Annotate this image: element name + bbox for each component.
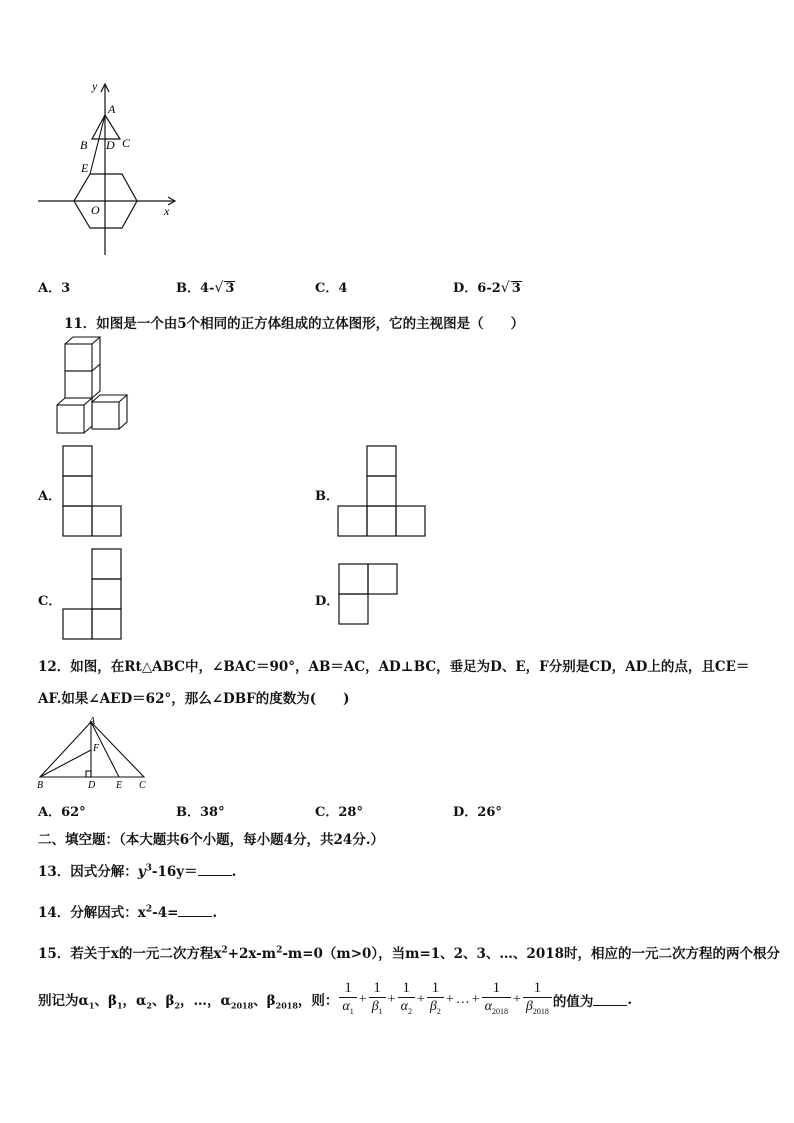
- q10-label-O: O: [91, 203, 100, 217]
- q13-answer-blank[interactable]: [198, 863, 232, 876]
- frac-alpha2018: $\frac{1}{\alpha_{2018}}$: [482, 980, 511, 1020]
- q11-option-c: C．: [38, 594, 62, 609]
- q11-option-d-figure: [338, 563, 400, 625]
- frac-beta1: $\frac{1}{\beta_1}$: [369, 980, 386, 1020]
- q10-figure: [34, 78, 184, 258]
- frac-alpha1: $\frac{1}{\alpha_1}$: [339, 980, 356, 1020]
- q11-option-c-figure: [62, 548, 124, 640]
- q12-label-C: C: [139, 780, 146, 791]
- q10-label-A: A: [108, 102, 116, 116]
- q11-option-a-figure: [60, 445, 124, 537]
- q10-option-d: D．6-2√ 3: [453, 280, 521, 296]
- q12-triangle-figure: [34, 714, 158, 792]
- q11-option-d: D．: [315, 594, 340, 609]
- section2-heading: 二、填空题：（本大题共6个小题，每小题4分，共24分.）: [38, 832, 385, 848]
- q14-answer-blank[interactable]: [178, 904, 212, 917]
- q12-stem-line1: 12．如图，在Rt△ABC中，∠BAC＝90°，AB＝AC，AD⊥BC，垂足为D、E，F分别是CD，AD上的点，且CE＝: [38, 659, 750, 675]
- q10-label-E: E: [81, 161, 89, 175]
- q10-label-D: D: [106, 138, 115, 152]
- q12-option-b: B．38°: [176, 805, 225, 820]
- q12-label-A: A: [89, 716, 96, 727]
- q13: 13．因式分解：$y^3-16y=$ .: [38, 863, 237, 880]
- q12-option-a: A．62°: [38, 805, 86, 820]
- q12-label-F: F: [93, 743, 100, 754]
- q15-line2: 别记为$\alpha_1$、$\beta_1$，$\alpha_2$、$\beta_2$，…，$\alpha_{2018}$、$\beta_{2018}$，则： $\frac{1}{\alpha_1}$ + $\frac{1}{\beta_1}$ + $\frac{1}{\alpha_2}$ + $\frac{1}{\beta_2}$ + … + $\frac{1}{\alpha_{2018}}$ + $\frac{1}{\beta_{2018}}$ 的值为 .: [38, 980, 632, 1020]
- q12-label-B: B: [37, 780, 44, 791]
- q10-label-B: B: [80, 138, 88, 152]
- q12-option-c: C．28°: [315, 805, 363, 820]
- q10-option-a: A．3: [38, 281, 71, 296]
- q12-stem-line2: AF.如果∠AED＝62°，那么∠DBF的度数为( ): [38, 691, 350, 707]
- q12-label-D: D: [88, 780, 96, 791]
- q10-label-x: x: [164, 204, 170, 218]
- frac-beta2018: $\frac{1}{\beta_{2018}}$: [523, 980, 552, 1020]
- q11-cubes-figure: [52, 335, 134, 439]
- frac-beta2: $\frac{1}{\beta_2}$: [427, 980, 444, 1020]
- q15-answer-blank[interactable]: [593, 993, 627, 1006]
- q10-label-y: y: [92, 79, 98, 93]
- q11-option-b-figure: [337, 445, 429, 537]
- q15-line1: 15．若关于x的一元二次方程$x^2+2x-m^2-m=0(m>0)$，当m=1、2、3、…、2018时，相应的一元二次方程的两个根分: [38, 945, 781, 962]
- q12-label-E: E: [116, 780, 123, 791]
- q10-option-c: C．4: [315, 281, 348, 296]
- q11-option-a: A．: [38, 489, 62, 504]
- q10-label-C: C: [122, 136, 131, 150]
- q14: 14．分解因式：$x^2-4=$ .: [38, 904, 218, 921]
- q11-option-b: B．: [315, 489, 339, 504]
- frac-alpha2: $\frac{1}{\alpha_2}$: [398, 980, 415, 1020]
- q11-stem: 11．如图是一个由5个相同的正方体组成的立体图形，它的主视图是（ ）: [64, 316, 525, 332]
- q12-option-d: D．26°: [453, 805, 502, 820]
- q10-option-b: B．4-√ 3: [176, 280, 235, 296]
